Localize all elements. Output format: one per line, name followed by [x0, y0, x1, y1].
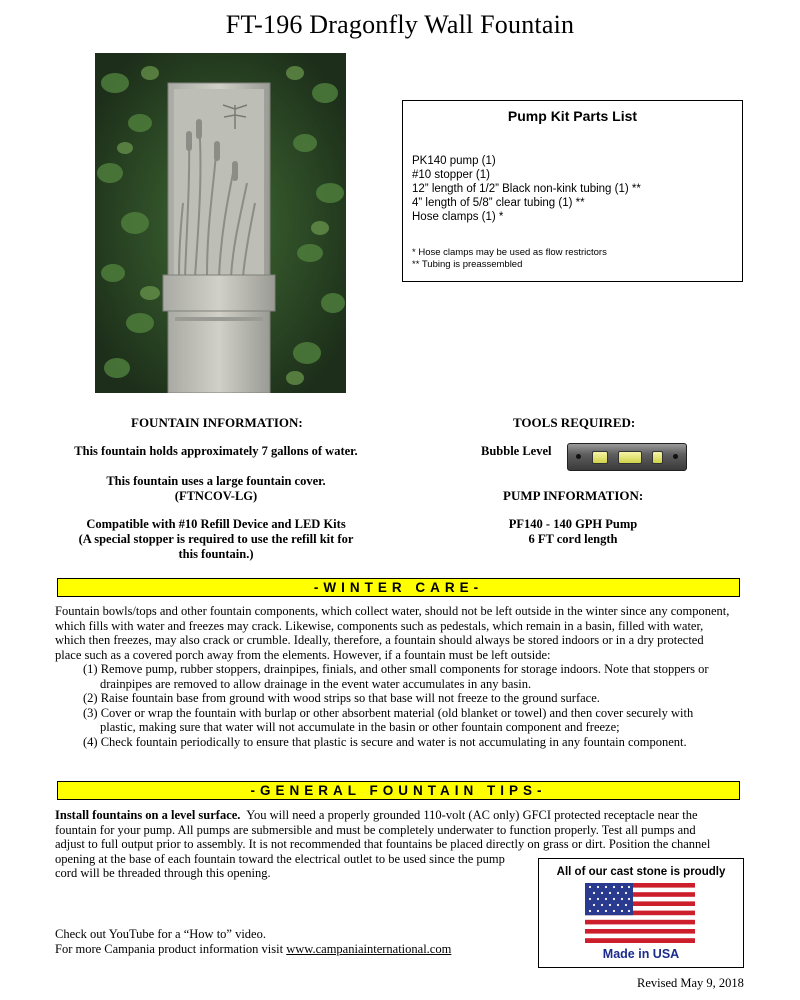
kit-item: PK140 pump (1) — [412, 155, 496, 167]
winter-steps — [55, 662, 755, 749]
cover-code: (FTNCOV-LG) — [174, 489, 258, 503]
pump-info-heading: PUMP INFORMATION: — [503, 488, 644, 503]
more-info: For more Campania product information visit www.campaniainternational.com — [55, 941, 452, 956]
kit-item: Hose clamps (1) * — [412, 211, 504, 223]
winter-step: (4) Check fountain periodically to ensure that plastic is secure and water is not accumulating in any fountain component. — [83, 734, 687, 749]
tips-line: Install fountains on a level surface. You will need a properly grounded 110-volt (AC only) GFCI protected receptacle near the — [55, 808, 698, 822]
kit-note: * Hose clamps may be used as flow restrictors — [412, 247, 607, 258]
winter-care-text — [55, 604, 755, 662]
revised-date: Revised May 9, 2018 — [637, 976, 744, 990]
youtube-note: Check out YouTube for a “How to” video. — [55, 927, 266, 941]
us-flag-icon — [585, 883, 695, 943]
compat-line: (A special stopper is required to use the refill kit for — [78, 532, 354, 546]
winter-care-banner: -WINTER CARE- — [57, 578, 740, 597]
kit-title: Pump Kit Parts List — [507, 108, 638, 124]
tips-line: fountain for your pump. All pumps are submersible and must be completely underwater to function properly. Test all pumps and — [55, 822, 696, 837]
made-in-usa-label: Made in USA — [602, 947, 680, 961]
pump-info — [463, 517, 683, 547]
kit-notes — [412, 247, 607, 271]
general-tips-banner: -GENERAL FOUNTAIN TIPS- — [57, 781, 740, 800]
pump-kit-box — [402, 100, 743, 282]
page-title: FT-196 Dragonfly Wall Fountain — [225, 10, 575, 39]
fountain-cover — [40, 474, 392, 504]
fountain-compat — [40, 517, 392, 562]
winter-step: (3) Cover or wrap the fountain with burlap or other absorbent material (old blanket or towel) and then cover securely with plastic, making sure that water will not accumulate in the basin or other fountain component and freeze; — [83, 705, 694, 734]
pump-cord: 6 FT cord length — [528, 532, 618, 546]
winter-step: (2) Raise fountain base from ground with wood strips so that base will not freeze to the ground surface. — [83, 691, 600, 705]
compat-line: this fountain.) — [178, 547, 254, 561]
tools-heading: TOOLS REQUIRED: — [513, 415, 636, 430]
tips-lead: Install fountains on a level surface. — [55, 808, 241, 822]
winter-line: place such as a covered porch away from the elements. However, if a fountain must be left outside: — [55, 647, 551, 662]
winter-line: which then freezes, may also crack or crumble. Ideally, therefore, a fountain should always be stored indoors or in a dry protected — [55, 633, 704, 647]
made-in-usa-box — [538, 858, 744, 968]
usa-tagline: All of our cast stone is proudly — [556, 866, 726, 878]
kit-note: ** Tubing is preassembled — [412, 259, 523, 270]
winter-line: Fountain bowls/tops and other fountain components, which collect water, should not be left outside in the winter since any component, — [55, 604, 730, 618]
kit-item: 12” length of 1/2” Black non-kink tubing (1) ** — [412, 183, 641, 195]
kit-items-list — [412, 154, 641, 224]
pump-model: PF140 - 140 GPH Pump — [508, 517, 638, 531]
compat-line: Compatible with #10 Refill Device and LED Kits — [86, 517, 346, 531]
cover-line: This fountain uses a large fountain cover. — [106, 474, 326, 488]
footer-links — [55, 927, 535, 956]
kit-item: 4” length of 5/8” clear tubing (1) ** — [412, 197, 585, 209]
fountain-info-heading: FOUNTAIN INFORMATION: — [131, 415, 303, 430]
tool-item: Bubble Level — [481, 444, 552, 458]
fountain-photo — [95, 53, 346, 393]
campania-website-link[interactable]: www.campaniainternational.com — [286, 941, 452, 956]
tips-line: opening at the base of each fountain toward the electrical outlet to be used since the pump — [55, 851, 505, 866]
tips-line: cord will be threaded through this opening. — [55, 866, 271, 880]
fountain-capacity: This fountain holds approximately 7 gallons of water. — [74, 444, 358, 458]
kit-item: #10 stopper (1) — [412, 169, 490, 181]
winter-line: which fills with water and freezes may crack. Likewise, components such as pedestals, which remain in a basin, filled with water, — [55, 618, 704, 633]
winter-step: (1) Remove pump, rubber stoppers, drainpipes, finials, and other small components for storage indoors. Note that stoppers or drainpipes are removed to allow drainage in the event water accumulates in any basin. — [83, 662, 709, 691]
tips-line: adjust to full output prior to assembly. It is not recommended that fountains be placed directly on grass or dirt. Position the channel — [55, 837, 711, 851]
bubble-level-icon — [567, 443, 687, 471]
